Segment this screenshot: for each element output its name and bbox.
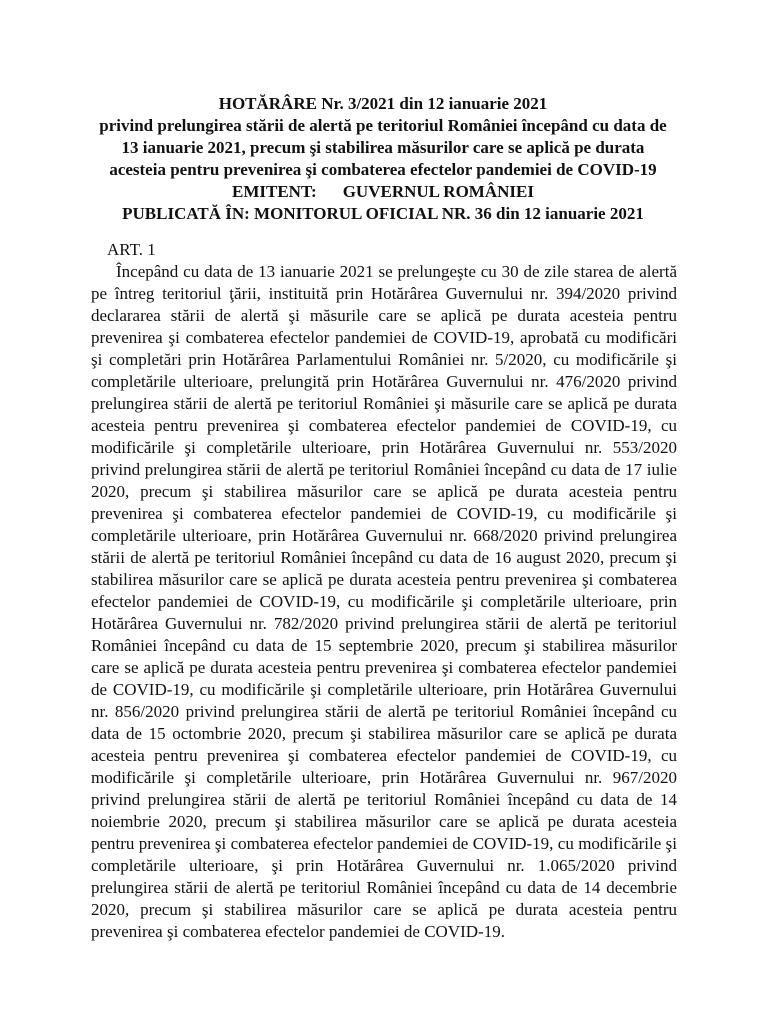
emitent-value: GUVERNUL ROMÂNIEI bbox=[342, 182, 534, 201]
article-body: Începând cu data de 13 ianuarie 2021 se prelungeşte cu 30 de zile starea de alertă pe întreg teritoriul ţării, instituită prin Hotărârea Guvernului nr. 394/2020 privind declararea stării de alertă şi măsurile care se aplică pe durata acesteia pentru prevenirea şi combaterea efectelor pandemiei de COVID-19, aprobată cu modificări şi completări prin Hotărârea Parlamentului României nr. 5/2020, cu modificările şi completările ulterioare, prelungită prin Hotărârea Guvernului nr. 476/2020 privind prelungirea stării de alertă pe teritoriul României şi măsurile care se aplică pe durata acesteia pentru prevenirea şi combaterea efectelor pandemiei de COVID-19, cu modificările şi completările ulterioare, prin Hotărârea Guvernului nr. 553/2020 privind prelungirea stării de alertă pe teritoriul României începând cu data de 17 iulie 2020, precum şi stabilirea măsurilor care se aplică pe durata acesteia pentru prevenirea şi combaterea efectelor pandemiei de COVID-19, cu modificările şi completările ulterioare, prin Hotărârea Guvernului nr. 668/2020 privind prelungirea stării de alertă pe teritoriul României începând cu data de 16 august 2020, precum şi stabilirea măsurilor care se aplică pe durata acesteia pentru prevenirea şi combaterea efectelor pandemiei de COVID-19, cu modificările şi completările ulterioare, prin Hotărârea Guvernului nr. 782/2020 privind prelungirea stării de alertă pe teritoriul României începând cu data de 15 septembrie 2020, precum şi stabilirea măsurilor care se aplică pe durata acesteia pentru prevenirea şi combaterea efectelor pandemiei de COVID-19, cu modificările şi completările ulterioare, prin Hotărârea Guvernului nr. 856/2020 privind prelungirea stării de alertă pe teritoriul României începând cu data de 15 octombrie 2020, precum şi stabilirea măsurilor care se aplică pe durata acesteia pentru prevenirea şi combaterea efectelor pandemiei de COVID-19, cu modificările şi completările ulterioare, prin Hotărârea Guvernului nr. 967/2020 privind prelungirea stării de alertă pe teritoriul României începând cu data de 14 noiembrie 2020, precum şi stabilirea măsurilor care se aplică pe durata acesteia pentru prevenirea şi combaterea efectelor pandemiei de COVID-19, cu modificările şi completările ulterioare, şi prin Hotărârea Guvernului nr. 1.065/2020 privind prelungirea stării de alertă pe teritoriul României începând cu data de 14 decembrie 2020, precum şi stabilirea măsurilor care se aplică pe durata acesteia pentru prevenirea şi combaterea efectelor pandemiei de COVID-19. bbox=[91, 262, 677, 941]
emitent-label: EMITENT: bbox=[232, 182, 317, 201]
document-header bbox=[80, 93, 686, 225]
publication-line: PUBLICATĂ ÎN: MONITORUL OFICIAL NR. 36 din 12 ianuarie 2021 bbox=[122, 204, 644, 223]
emitent-line bbox=[80, 181, 686, 203]
document-title: HOTĂRÂRE Nr. 3/2021 din 12 ianuarie 2021 bbox=[218, 94, 548, 113]
document-subtitle-line-2: 13 ianuarie 2021, precum şi stabilirea măsurilor care se aplică pe durata bbox=[121, 138, 645, 157]
article-title: ART. 1 bbox=[107, 240, 156, 259]
document-subtitle-line-1: privind prelungirea stării de alertă pe teritoriul României începând cu data de bbox=[99, 116, 667, 135]
document-subtitle-line-3: acesteia pentru prevenirea şi combaterea efectelor pandemiei de COVID-19 bbox=[109, 160, 657, 179]
